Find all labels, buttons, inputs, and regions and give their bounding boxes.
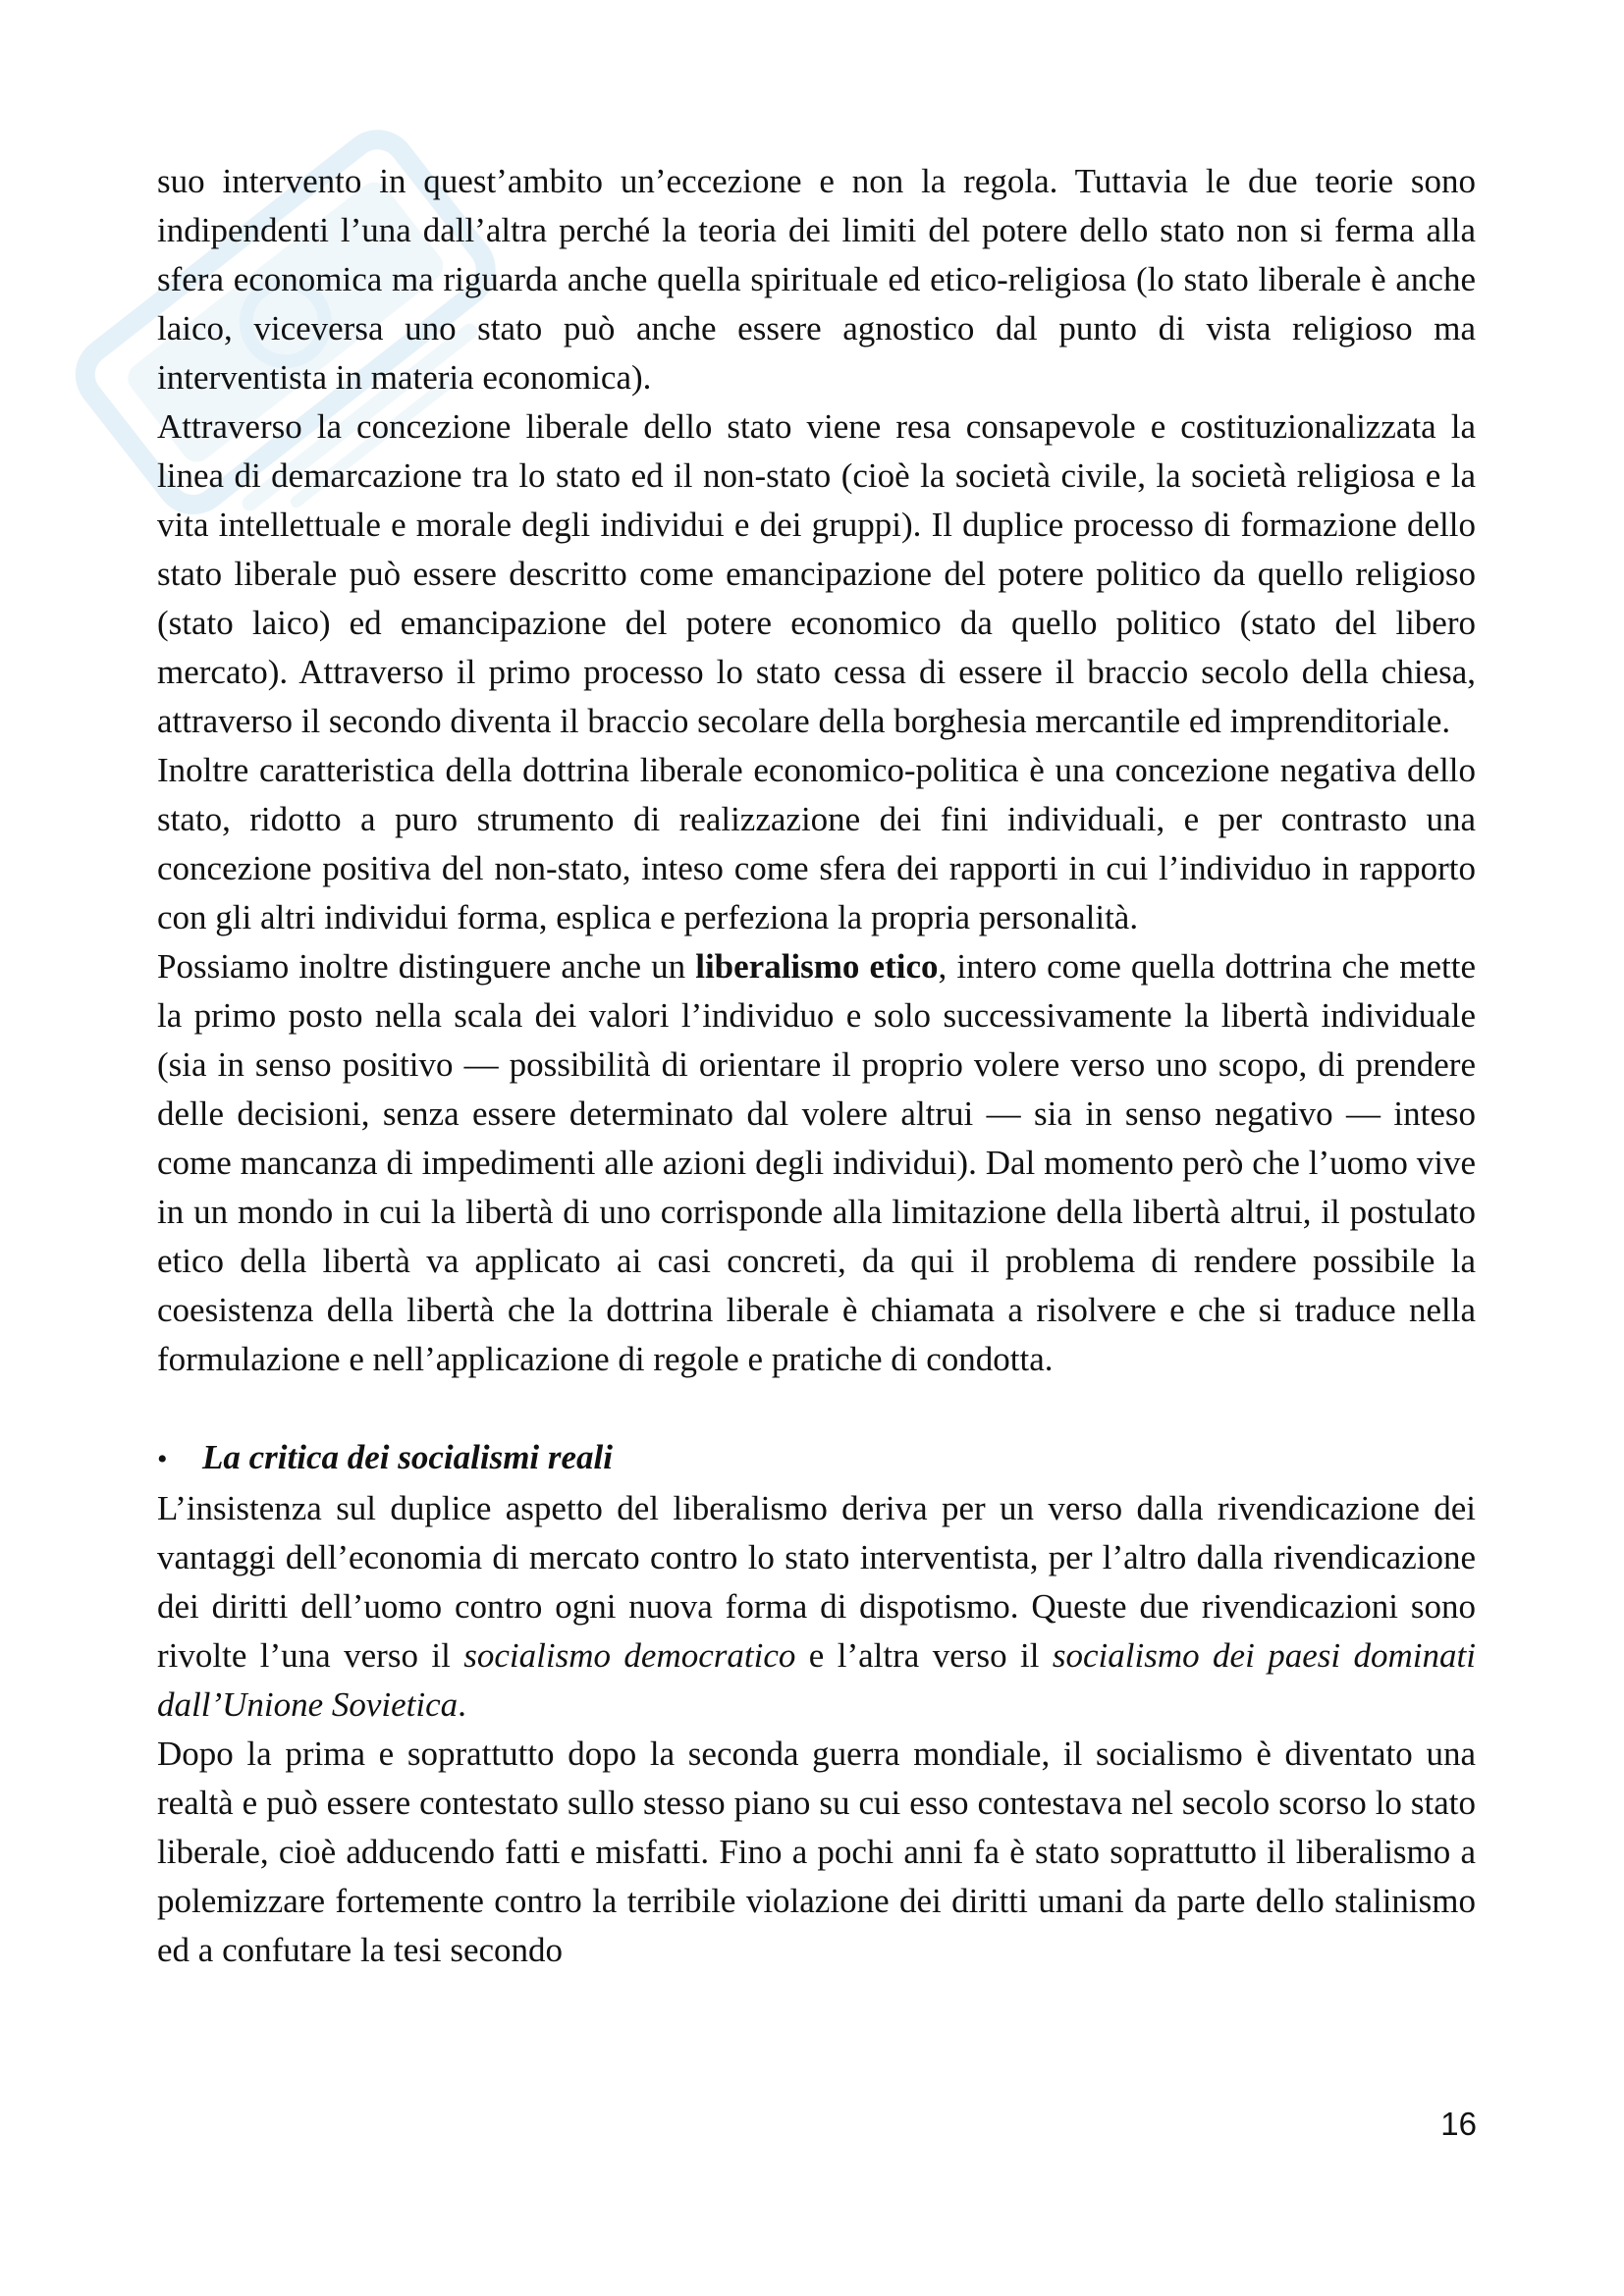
section-heading — [157, 1433, 1476, 1484]
document-body — [157, 157, 1476, 1975]
section-heading-text: La critica dei socialismi reali — [202, 1438, 614, 1476]
paragraph-4-text-start: Possiamo inoltre distinguere anche un — [157, 947, 696, 986]
paragraph-5-text-end: . — [458, 1685, 466, 1724]
socialismo-democratico-term: socialismo democratico — [463, 1636, 796, 1675]
liberalismo-etico-term: liberalismo etico — [695, 947, 939, 986]
bullet-icon: • — [157, 1443, 168, 1475]
paragraph-5-text-start: L’insistenza sul duplice aspetto del liberalismo deriva per un verso dalla rivendicazione dei vantaggi dell’economia di mercato contro lo stato interventista, per l’altro dalla rivendicazione dei diritti dell’uomo contro ogni nuova forma di dispotismo. Queste due rivendicazioni sono rivolte l’una verso il — [157, 1489, 1476, 1675]
paragraph-2: Attraverso la concezione liberale dello stato viene resa consapevole e costituzionalizzata la linea di demarcazione tra lo stato ed il non-stato (cioè la società civile, la società religiosa e la vita intellettuale e morale degli individui e dei gruppi). Il duplice processo di formazione dello stato liberale può essere descritto come emancipazione del potere politico da quello religioso (stato laico) ed emancipazione del potere economico da quello politico (stato del libero mercato). Attraverso il primo processo lo stato cessa di essere il braccio secolo della chiesa, attraverso il secondo diventa il braccio secolare della borghesia mercantile ed imprenditoriale. — [157, 407, 1476, 740]
paragraph-3: Inoltre caratteristica della dottrina liberale economico-politica è una concezione negativa dello stato, ridotto a puro strumento di realizzazione dei fini individuali, e per contrasto una concezione positiva del non-stato, inteso come sfera dei rapporti in cui l’individuo in rapporto con gli altri individui forma, esplica e perfeziona la propria personalità. — [157, 751, 1476, 936]
paragraph-4 — [157, 942, 1476, 1384]
socialismo-sovietico-term: socialismo dei paesi dominati dall’Unione Sovietica — [157, 1636, 1476, 1724]
paragraph-5-text-middle: e l’altra verso il — [795, 1636, 1053, 1675]
paragraph-5 — [157, 1484, 1476, 1730]
paragraph-6: Dopo la prima e soprattutto dopo la seconda guerra mondiale, il socialismo è diventato una realtà e può essere contestato sullo stesso piano su cui esso contestava nel secolo scorso lo stato liberale, cioè adducendo fatti e misfatti. Fino a pochi anni fa è stato soprattutto il liberalismo a polemizzare fortemente contro la terribile violazione dei diritti umani da parte dello stalinismo ed a confutare la tesi secondo — [157, 1735, 1476, 1969]
section-spacer — [157, 1384, 1476, 1433]
paragraph-4-text-end: , intero come quella dottrina che mette la primo posto nella scala dei valori l’individuo e solo successivamente la libertà individuale (sia in senso positivo — possibilità di orientare il proprio volere verso uno scopo, di prendere delle decisioni, senza essere determinato dal volere altrui — sia in senso negativo — inteso come mancanza di impedimenti alle azioni degli individui). Dal momento però che l’uomo vive in un mondo in cui la libertà di uno corrisponde alla limitazione della libertà altrui, il postulato etico della libertà va applicato ai casi concreti, da qui il problema di rendere possibile la coesistenza della libertà che la dottrina liberale è chiamata a risolvere e che si traduce nella formulazione e nell’applicazione di regole e pratiche di condotta. — [157, 947, 1476, 1378]
page-number: 16 — [1440, 2106, 1477, 2142]
paragraph-1: suo intervento in quest’ambito un’eccezione e non la regola. Tuttavia le due teorie sono indipendenti l’una dall’altra perché la teoria dei limiti del potere dello stato non si ferma alla sfera economica ma riguarda anche quella spirituale ed etico-religiosa (lo stato liberale è anche laico, viceversa uno stato può anche essere agnostico dal punto di vista religioso ma interventista in materia economica). — [157, 162, 1476, 397]
